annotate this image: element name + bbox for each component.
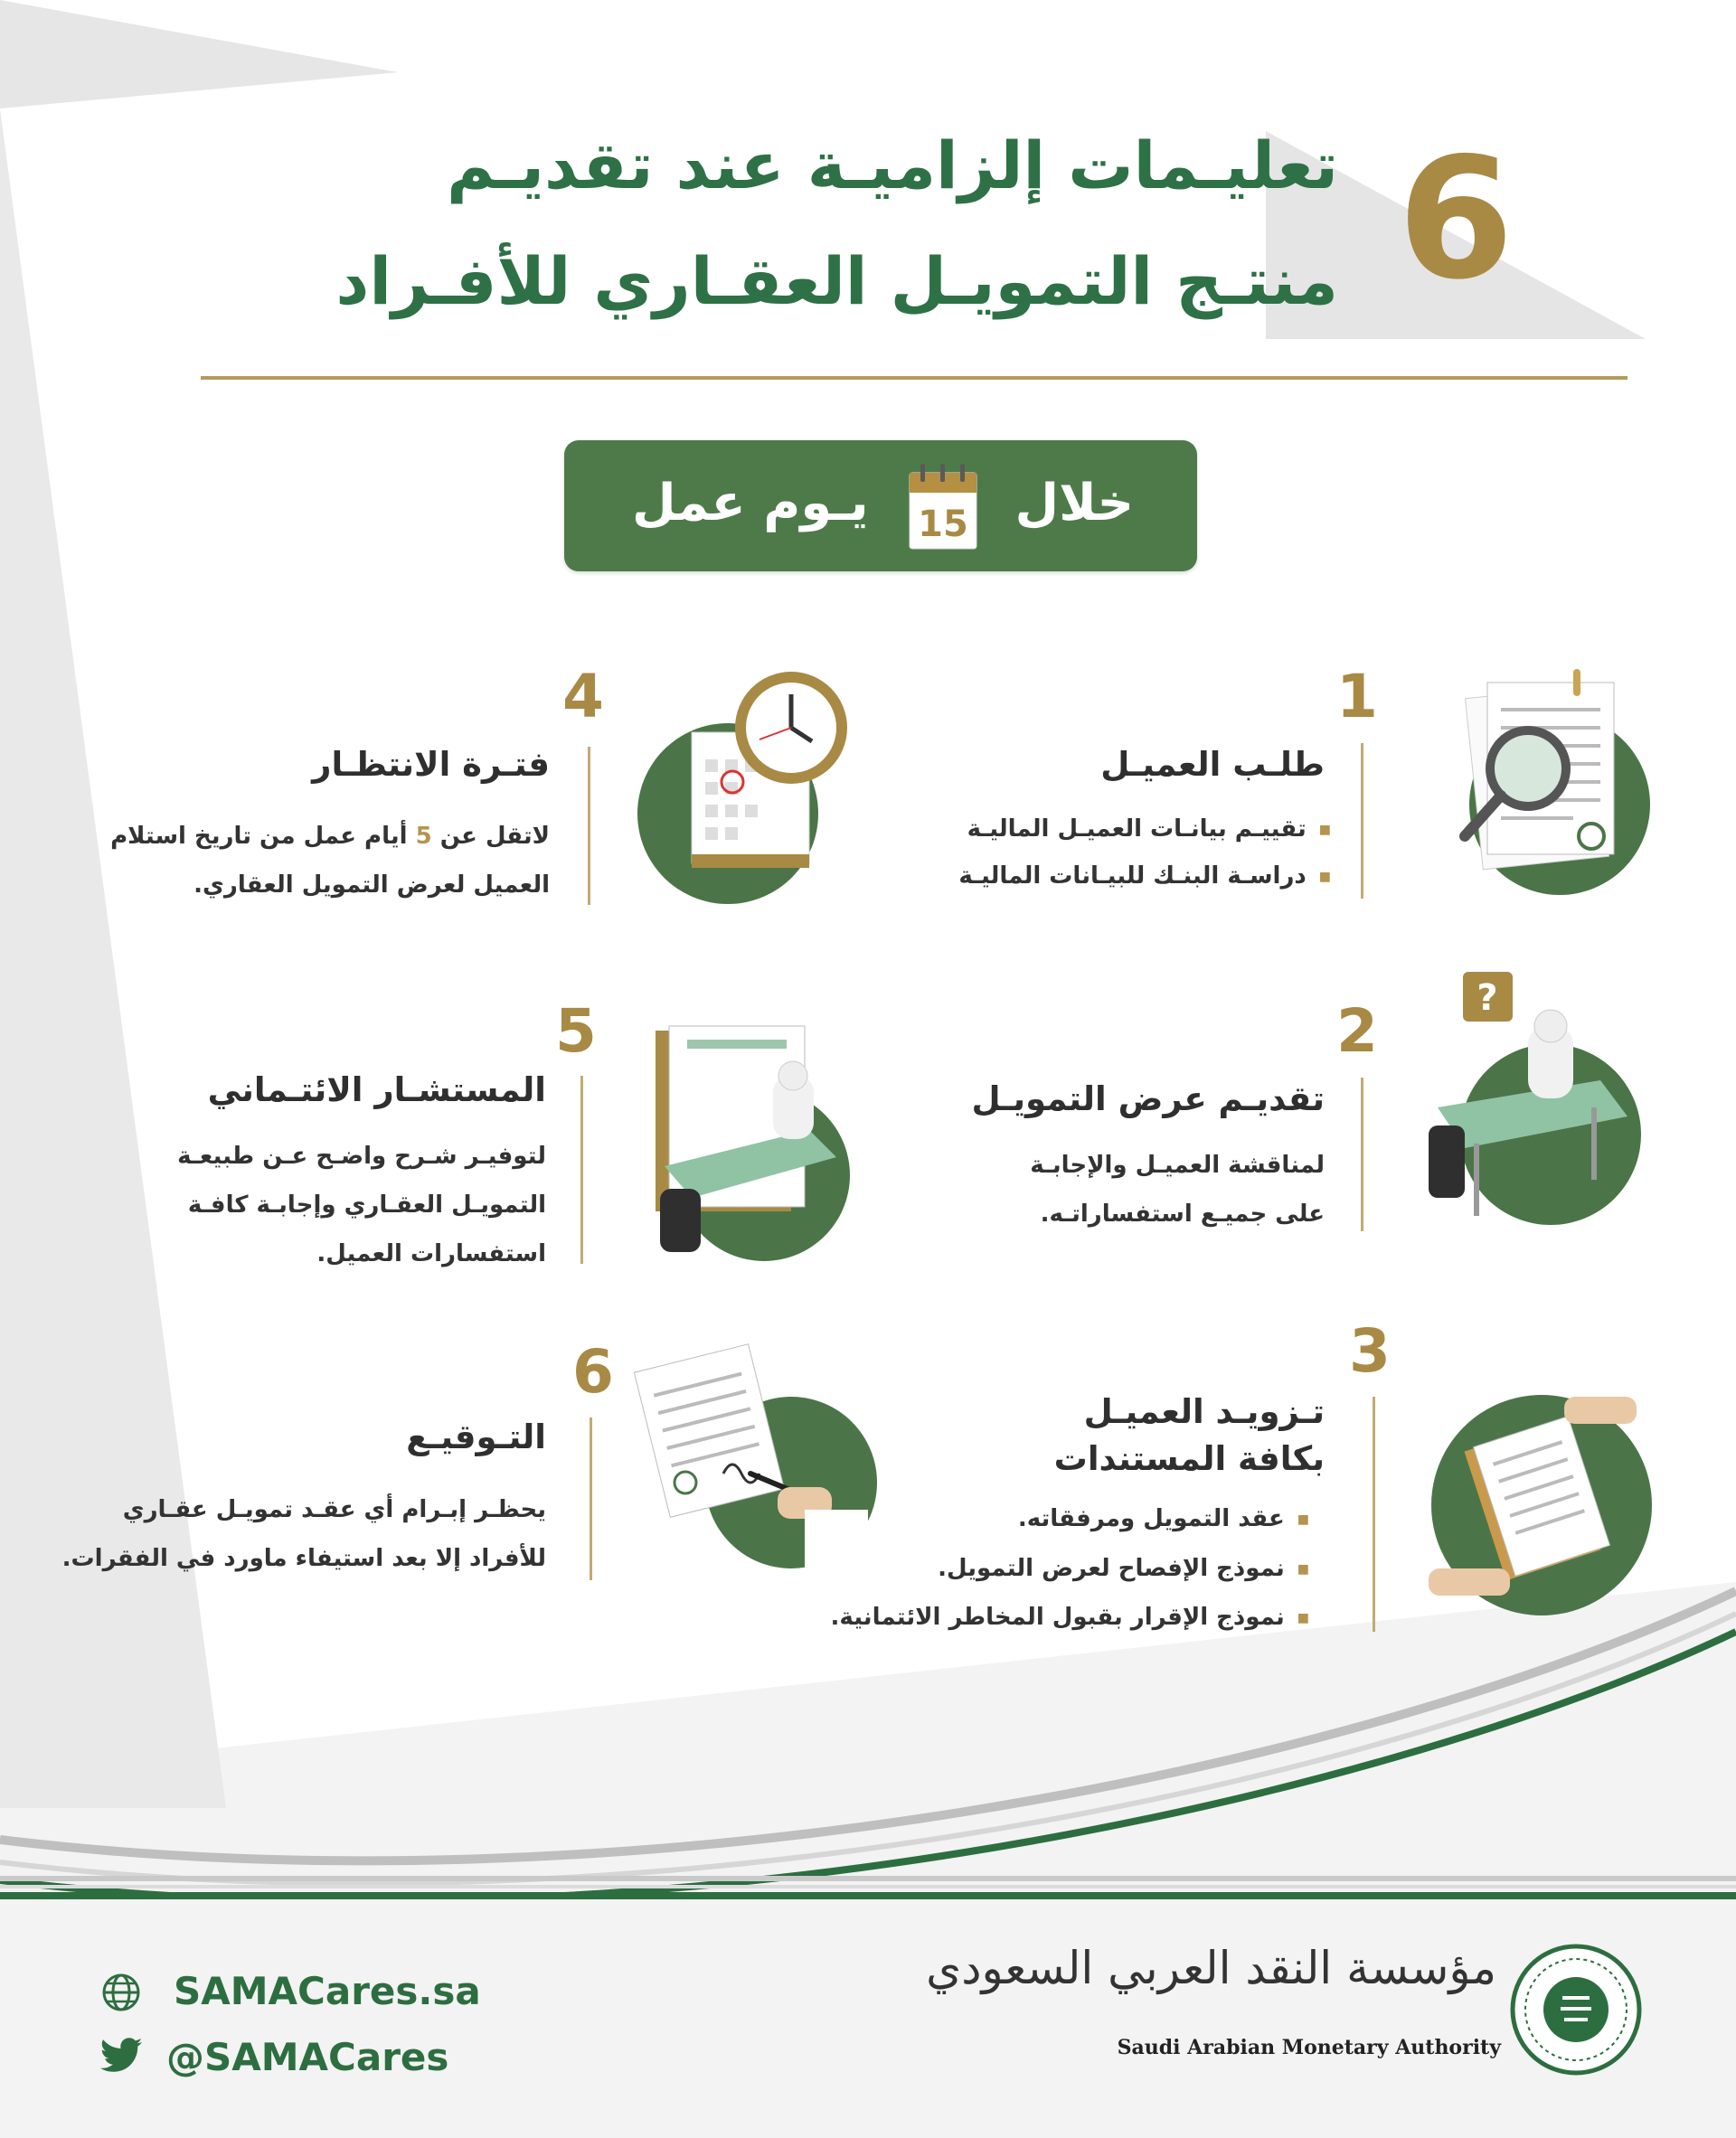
title-divider: [201, 376, 1628, 380]
calendar-icon: [908, 460, 978, 551]
step-2-title: تقديـم عرض التمويـل: [971, 1079, 1325, 1118]
twitter-handle[interactable]: @SAMACares: [166, 2035, 449, 2079]
meeting-question-illustration: [1420, 972, 1646, 1234]
step-3-bullet-3: ■ نموذج الإقرار بقبول المخاطر الائتمانية.: [831, 1593, 1309, 1643]
step-3-title-line1: تـزويـد العميـل: [1083, 1392, 1325, 1431]
step-2-line-2: على جميـع استفساراتـه.: [1040, 1201, 1325, 1228]
org-name-english: Saudi Arabian Monetary Authority: [1117, 2036, 1501, 2059]
document-magnifier-illustration: [1438, 669, 1655, 904]
contract-signing-illustration: [633, 1338, 886, 1582]
step-5-title: المستشـار الائتـماني: [207, 1070, 546, 1109]
step-4-line-2: العميل لعرض التمويل العقاري.: [193, 871, 550, 899]
step-6-divider: [590, 1417, 592, 1580]
step-3-bullet-2: ■ نموذج الإفصاح لعرض التمويل.: [938, 1544, 1309, 1594]
highlight-days: 5: [415, 823, 432, 850]
step-4-line-1: لاتقل عن 5 أيام عمل من تاريخ استلام: [110, 823, 550, 850]
step-4-number: 4: [562, 662, 604, 731]
calendar-day-number: 15: [918, 504, 968, 545]
step-6-title: التـوقيـع: [406, 1417, 546, 1456]
header-number: 6: [1397, 121, 1514, 316]
step-6-number: 6: [572, 1337, 614, 1407]
globe-icon: [101, 1973, 141, 2012]
step-1-title: طلـب العميـل: [1100, 745, 1325, 784]
step-1-number: 1: [1336, 662, 1378, 731]
page-title-line2: منتـج التمويـل العقـاري للأفـراد: [335, 243, 1338, 319]
step-2-number: 2: [1336, 996, 1378, 1066]
timeframe-within: خلال: [1014, 474, 1134, 532]
step-5-line-1: لتوفيـر شـرح واضـح عـن طبيعـة: [177, 1143, 546, 1170]
step-3-number: 3: [1349, 1316, 1391, 1386]
page-title-line1: تعليـمات إلزاميـة عند تقديـم: [446, 127, 1338, 203]
timeframe-banner: [564, 440, 1197, 571]
twitter-icon: [98, 2038, 145, 2076]
sama-seal-logo: [1508, 1942, 1644, 2077]
step-5-line-2: التمويـل العقـاري وإجابـة كافـة: [187, 1191, 546, 1219]
step-5-number: 5: [555, 996, 597, 1066]
svg-text:?: ?: [1477, 977, 1498, 1019]
clock-calendar-illustration: [633, 669, 859, 913]
step-1-divider: [1361, 743, 1363, 899]
org-name-arabic: مؤسسة النقد العربي السعودي: [926, 1942, 1496, 1994]
step-4-divider: [588, 747, 590, 905]
timeframe-days: يـوم عمل: [632, 474, 869, 532]
website-link[interactable]: SAMACares.sa: [174, 1969, 481, 2013]
documents-handover-illustration: [1420, 1388, 1655, 1623]
step-1-bullet-1: ■ تقييـم بيانـات العميـل الماليـة: [967, 805, 1331, 854]
step-3-title-line2: بكافة المستندات: [1053, 1439, 1325, 1478]
step-3-divider: [1373, 1397, 1375, 1632]
step-3-bullet-1: ■ عقد التمويل ومرفقاته.: [1018, 1494, 1309, 1544]
step-5-line-3: استفسارات العميل.: [316, 1240, 546, 1267]
step-2-divider: [1361, 1078, 1363, 1231]
step-2-line-1: لمناقشة العميـل والإجابـة: [1030, 1152, 1325, 1179]
step-1-bullet-2: ■ دراسـة البنـك للبيـانات الماليـة: [958, 852, 1331, 901]
step-6-line-2: للأفراد إلا بعد استيفاء ماورد في الفقرات.: [61, 1545, 546, 1572]
step-6-line-1: يحظـر إبـرام أي عقـد تمويـل عقـاري: [122, 1496, 546, 1523]
advisor-meeting-illustration: [646, 1022, 863, 1266]
step-5-divider: [580, 1076, 583, 1264]
step-4-title: فتـرة الانتظـار: [312, 745, 550, 784]
